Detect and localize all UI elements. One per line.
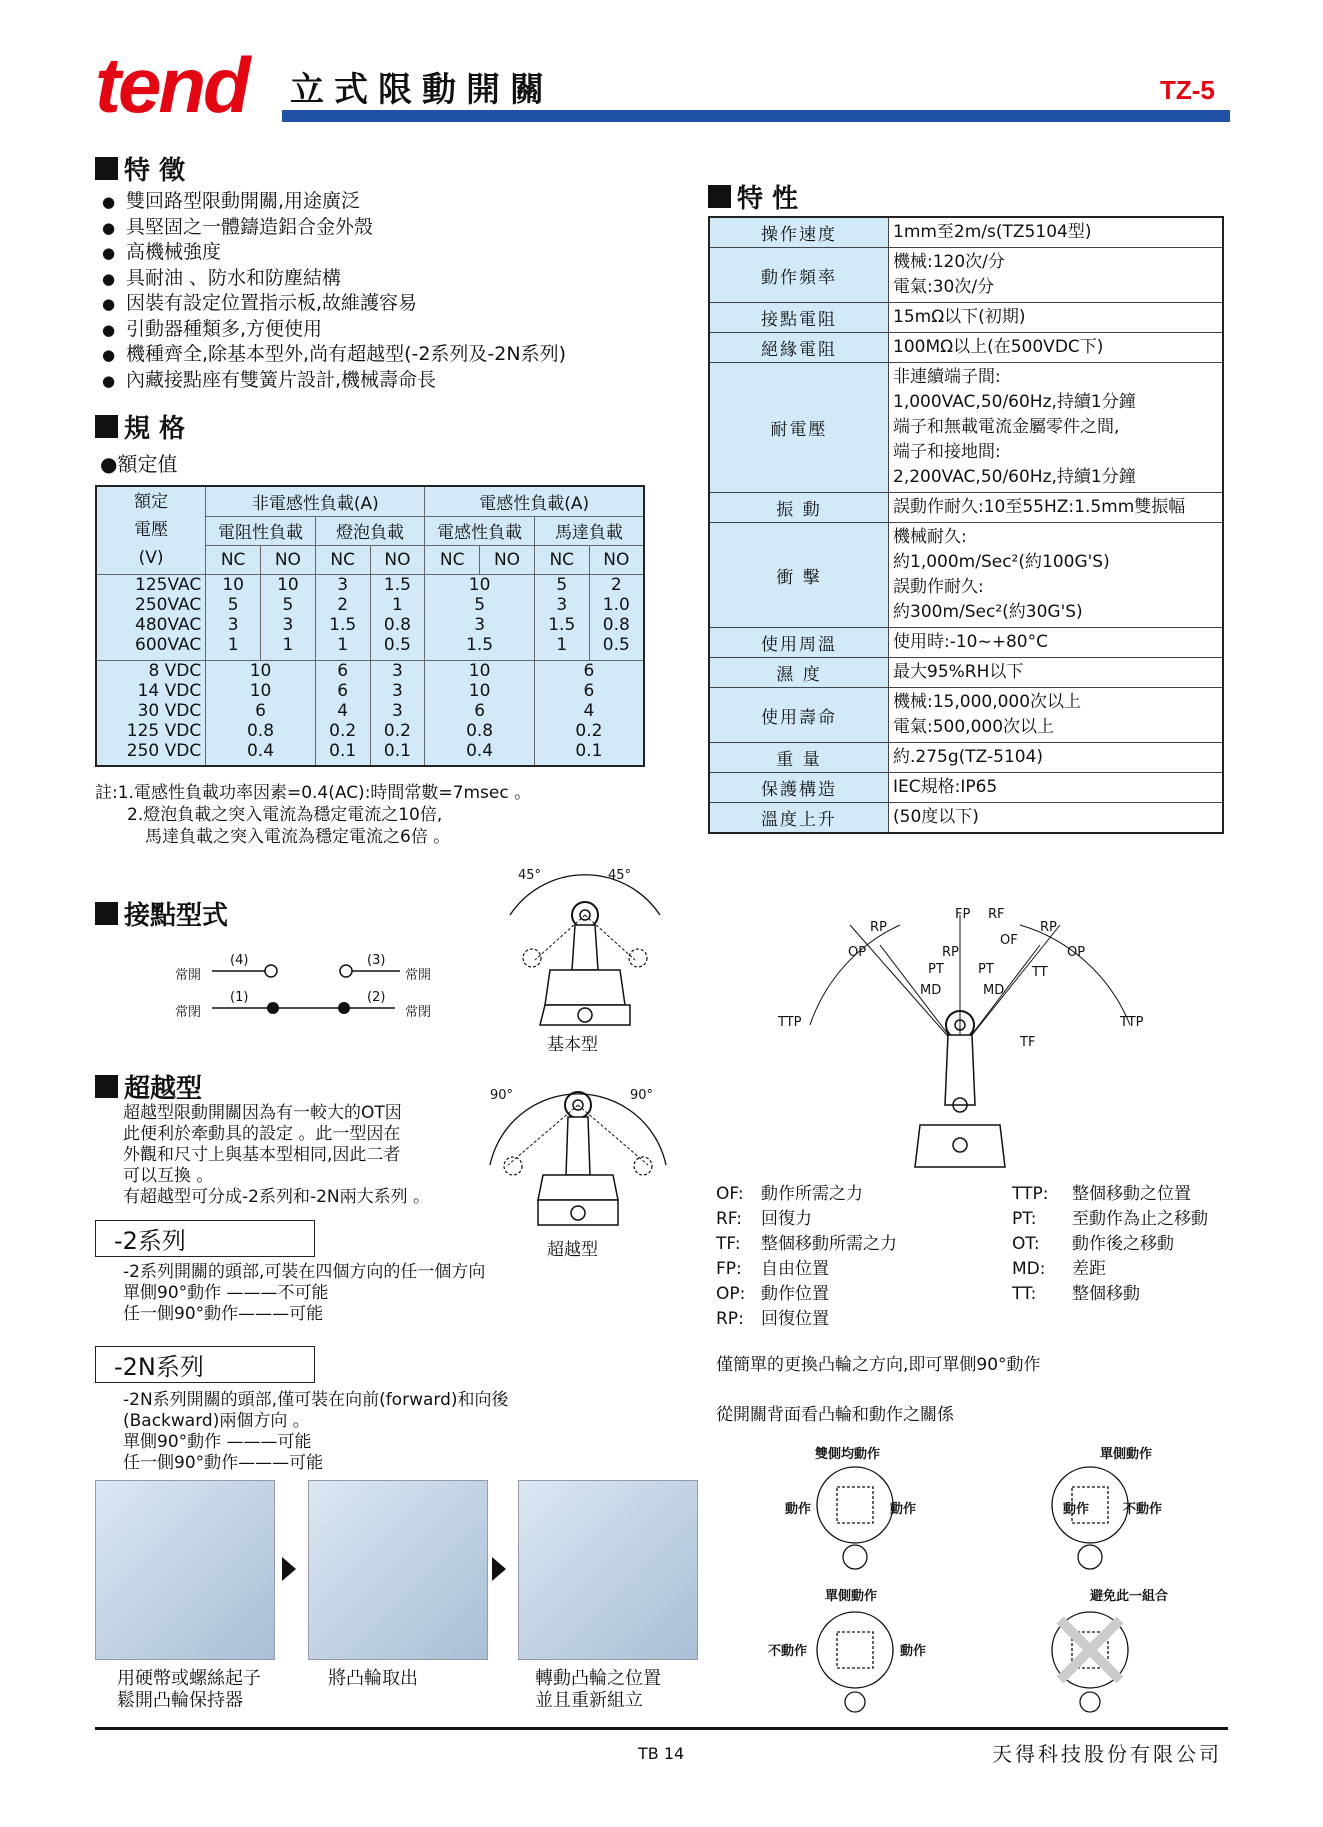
cam-note-1: 僅簡單的更換凸輪之方向,即可單側90°動作 <box>716 1355 1041 1375</box>
characteristic-key: 保護構造 <box>709 773 889 803</box>
label-of: OF <box>1000 933 1018 948</box>
cam-act-2: 動作 <box>890 1502 917 1517</box>
characteristic-value-line: 端子和無載電流金屬零件之間, <box>893 417 1120 437</box>
ac-motor-nc: 5 3 1.5 1 <box>534 574 589 660</box>
cam-act-4: 動作 <box>900 1644 927 1659</box>
characteristic-value-line: 1mm至2m/s(TZ5104型) <box>893 222 1092 242</box>
spec-subtitle: ●額定值 <box>100 452 178 476</box>
resistive-header: 電阻性負載 <box>206 516 316 545</box>
dc-inductive: 10 10 6 0.8 0.4 <box>425 660 535 766</box>
dc-voltages: 8 VDC 14 VDC 30 VDC 125 VDC 250 VDC <box>96 660 206 766</box>
characteristic-value-line: 誤動作耐久: <box>893 577 984 597</box>
ac-inductive: 10 5 3 1.5 <box>425 574 535 660</box>
terminal-1: (1) <box>230 990 249 1005</box>
voltage-header: 額定 電壓 (V) <box>96 486 206 574</box>
series-2-text: -2系列開關的頭部,可裝在四個方向的任一個方向 單側90°動作 ———不可能 任一側90°動作———可能 <box>123 1262 486 1324</box>
feature-item: ● 高機械強度 <box>102 240 566 266</box>
cam-act-1: 動作 <box>785 1502 812 1517</box>
legend-row <box>716 1232 897 1257</box>
inductive-load-header: 電感性負載 <box>425 516 535 545</box>
legend-desc: 自由位置 <box>761 1259 829 1279</box>
terminal-3: (3) <box>367 953 386 968</box>
characteristic-value-line: 2,200VAC,50/60Hz,持續1分鐘 <box>893 467 1136 487</box>
header-rule <box>282 110 1230 122</box>
characteristic-value-line: 1,000VAC,50/60Hz,持續1分鐘 <box>893 392 1136 412</box>
characteristic-value-line: 約300m/Sec²(約30G'S) <box>893 602 1083 622</box>
label-ttp-right: TTP <box>1120 1015 1144 1030</box>
no-header: NO <box>589 545 644 574</box>
characteristic-value-line: 誤動作耐久:10至55HZ:1.5mm雙振幅 <box>893 497 1186 517</box>
series-2-title: -2系列 <box>95 1220 315 1257</box>
characteristic-key: 濕 度 <box>709 658 889 688</box>
photo-loosen-cam <box>95 1480 275 1660</box>
ac-lamp-no: 1.5 1 0.8 0.5 <box>370 574 425 660</box>
characteristic-value-line: 約.275g(TZ-5104) <box>893 747 1044 767</box>
legend-row <box>1012 1232 1208 1257</box>
ac-lamp-nc: 3 2 1.5 1 <box>315 574 370 660</box>
label-md-left: MD <box>920 983 942 998</box>
features-heading: 特 徵 <box>95 150 185 187</box>
legend-row <box>1012 1282 1208 1307</box>
no-header: NO <box>480 545 535 574</box>
legend-row <box>1012 1182 1208 1207</box>
dc-resistive: 10 10 6 0.8 0.4 <box>206 660 316 766</box>
characteristic-row <box>709 743 1223 773</box>
characteristic-row <box>709 248 1223 303</box>
cam-note-2: 從開關背面看凸輪和動作之關係 <box>716 1405 954 1425</box>
characteristic-key: 絕緣電阻 <box>709 333 889 363</box>
ac-res-nc: 10 5 3 1 <box>206 574 261 660</box>
label-rp-left: RP <box>870 920 887 935</box>
characteristic-value-line: 15mΩ以下(初期) <box>893 307 1026 327</box>
spec-heading: 規 格 <box>95 408 185 445</box>
legend-row <box>716 1257 897 1282</box>
characteristics-heading: 特 性 <box>708 178 798 215</box>
characteristic-value-line: 機械:15,000,000次以上 <box>893 692 1082 712</box>
characteristic-key: 動作頻率 <box>709 248 889 303</box>
label-rp-right: RP <box>1040 920 1057 935</box>
characteristic-row <box>709 363 1223 493</box>
dc-lamp-nc: 6 6 4 0.2 0.1 <box>315 660 370 766</box>
noninductive-header: 非電感性負載(A) <box>206 486 425 516</box>
label-pt-left: PT <box>928 962 944 977</box>
characteristic-key: 操作速度 <box>709 217 889 248</box>
feature-item: ● 雙回路型限動開關,用途廣泛 <box>102 189 566 215</box>
basic-type-drawing <box>490 860 680 1030</box>
cam-noact-1: 不動作 <box>1123 1502 1163 1517</box>
legend-desc: 回復位置 <box>761 1309 829 1329</box>
legend-row <box>1012 1257 1208 1282</box>
legend-desc: 至動作為止之移動 <box>1072 1209 1208 1229</box>
legend-desc: 差距 <box>1072 1259 1106 1279</box>
characteristic-value-line: 電氣:500,000次以上 <box>893 717 1055 737</box>
legend-desc: 整個移動 <box>1072 1284 1140 1304</box>
characteristic-value <box>889 523 1224 628</box>
characteristic-key: 使用壽命 <box>709 688 889 743</box>
characteristic-value-line: (50度以下) <box>893 807 979 827</box>
label-md-right: MD <box>983 983 1005 998</box>
no-header: NO <box>370 545 425 574</box>
feature-item: ● 引動器種類多,方便使用 <box>102 317 566 343</box>
contact-heading: 接點型式 <box>95 895 228 932</box>
arrow-right-icon <box>492 1557 506 1581</box>
overtravel-heading: 超越型 <box>95 1068 202 1105</box>
legend-abbr: FP: <box>716 1259 742 1279</box>
legend-abbr: TT: <box>1012 1284 1037 1304</box>
legend-desc: 動作位置 <box>761 1284 829 1304</box>
label-no-right: 常開 <box>405 968 432 983</box>
cam-noact-2: 不動作 <box>768 1644 808 1659</box>
nc-header: NC <box>315 545 370 574</box>
characteristic-value-line: 使用時:-10~+80°C <box>893 632 1048 652</box>
cam-act-3: 動作 <box>1063 1502 1090 1517</box>
model-number: TZ-5 <box>1160 75 1215 105</box>
characteristic-value <box>889 363 1224 493</box>
characteristic-value <box>889 333 1224 363</box>
legend-abbr: OT: <box>1012 1234 1040 1254</box>
label-ttp-left: TTP <box>778 1015 802 1030</box>
cam-single-label-bottom: 單側動作 <box>825 1589 878 1604</box>
characteristic-value-line: 100MΩ以上(在500VDC下) <box>893 337 1104 357</box>
legend-row <box>716 1182 897 1207</box>
ac-motor-no: 2 1.0 0.8 0.5 <box>589 574 644 660</box>
dc-lamp-no: 3 3 3 0.2 0.1 <box>370 660 425 766</box>
ac-voltages: 125VAC 250VAC 480VAC 600VAC <box>96 574 206 660</box>
legend-desc: 動作後之移動 <box>1072 1234 1174 1254</box>
legend-abbr: PT: <box>1012 1209 1037 1229</box>
label-tf: TF <box>1020 1035 1036 1050</box>
characteristic-value-line: IEC規格:IP65 <box>893 777 998 797</box>
characteristic-value <box>889 688 1224 743</box>
angle-90-left: 90° <box>490 1088 514 1103</box>
travel-diagram <box>780 905 1160 1170</box>
feature-item: ● 具耐油 、防水和防塵結構 <box>102 266 566 292</box>
spec-note-1: 註:1.電感性負載功率因素=0.4(AC):時間常數=7msec 。 <box>95 783 532 803</box>
features-list <box>102 189 566 393</box>
legend-row <box>716 1307 897 1332</box>
lamp-header: 燈泡負載 <box>315 516 425 545</box>
legend-abbr: RF: <box>716 1209 742 1229</box>
legend-left <box>716 1182 897 1332</box>
label-op-left: OP <box>848 945 867 960</box>
overtravel-text: 超越型限動開關因為有一較大的OT因 此便利於牽動具的設定 。此一型因在 外觀和尺寸上與基本型相同,因此二者 可以互換 。 有超越型可分成-2系列和-2N兩大系列 。 <box>123 1103 431 1207</box>
characteristic-value-line: 端子和接地間: <box>893 442 1001 462</box>
characteristic-row <box>709 773 1223 803</box>
characteristic-row <box>709 333 1223 363</box>
characteristic-value <box>889 493 1224 523</box>
characteristic-key: 使用周溫 <box>709 628 889 658</box>
characteristic-key: 衝 擊 <box>709 523 889 628</box>
feature-item: ● 機種齊全,除基本型外,尚有超越型(-2系列及-2N系列) <box>102 342 566 368</box>
basic-type-caption: 基本型 <box>547 1035 598 1055</box>
characteristic-value-line: 機械耐久: <box>893 527 967 547</box>
dc-motor: 6 6 4 0.2 0.1 <box>534 660 644 766</box>
no-header: NO <box>261 545 316 574</box>
spec-note-2: 2.燈泡負載之突入電流為穩定電流之10倍, <box>127 805 443 825</box>
label-tt: TT <box>1032 965 1048 980</box>
characteristic-row <box>709 688 1223 743</box>
footer-rule <box>95 1727 1228 1730</box>
legend-abbr: TTP: <box>1012 1184 1049 1204</box>
characteristic-row <box>709 303 1223 333</box>
terminal-4: (4) <box>230 953 249 968</box>
characteristic-value <box>889 743 1224 773</box>
cam-single-label-top: 單側動作 <box>1100 1447 1153 1462</box>
legend-desc: 整個移動之位置 <box>1072 1184 1191 1204</box>
characteristic-key: 耐電壓 <box>709 363 889 493</box>
characteristic-key: 重 量 <box>709 743 889 773</box>
characteristic-value <box>889 658 1224 688</box>
characteristic-value <box>889 803 1224 834</box>
angle-label-left: 45° <box>518 868 542 883</box>
cam-avoid-label: 避免此一組合 <box>1090 1589 1169 1604</box>
label-op-right: OP <box>1067 945 1086 960</box>
feature-item: ● 內藏接點座有雙簧片設計,機械壽命長 <box>102 368 566 394</box>
angle-90-right: 90° <box>630 1088 654 1103</box>
characteristic-value-line: 約1,000m/Sec²(約100G'S) <box>893 552 1110 572</box>
terminal-2: (2) <box>367 990 386 1005</box>
characteristic-value <box>889 773 1224 803</box>
legend-abbr: TF: <box>716 1234 741 1254</box>
legend-desc: 回復力 <box>761 1209 812 1229</box>
nc-header: NC <box>206 545 261 574</box>
characteristic-value-line: 電氣:30次/分 <box>893 277 995 297</box>
photo-caption-1: 用硬幣或螺絲起子 鬆開凸輪保持器 <box>117 1668 261 1711</box>
characteristic-value <box>889 248 1224 303</box>
motor-header: 馬達負載 <box>534 516 644 545</box>
label-rp-center: RP <box>942 945 959 960</box>
legend-row <box>1012 1207 1208 1232</box>
overtravel-type-caption: 超越型 <box>547 1240 598 1260</box>
photo-remove-cam <box>308 1480 488 1660</box>
characteristic-key: 振 動 <box>709 493 889 523</box>
series-2n-text: -2N系列開關的頭部,僅可裝在向前(forward)和向後 (Backward)兩個方向 。 單側90°動作 ———可能 任一側90°動作———可能 <box>123 1390 509 1473</box>
label-no-left: 常開 <box>175 968 202 983</box>
characteristic-key: 接點電阻 <box>709 303 889 333</box>
legend-right <box>1012 1182 1208 1307</box>
cam-diagrams <box>770 1445 1170 1715</box>
page-number: TB 14 <box>638 1744 685 1763</box>
photo-rotate-cam <box>518 1480 698 1660</box>
inductive-header: 電感性負載(A) <box>425 486 644 516</box>
label-fp: FP <box>955 907 971 922</box>
characteristic-value-line: 機械:120次/分 <box>893 252 1005 272</box>
feature-item: ● 具堅固之一體鑄造鋁合金外殼 <box>102 215 566 241</box>
label-rf: RF <box>988 907 1005 922</box>
feature-item: ● 因裝有設定位置指示板,故維護容易 <box>102 291 566 317</box>
photo-caption-3: 轉動凸輪之位置 並且重新組立 <box>535 1668 661 1711</box>
series-2n-title: -2N系列 <box>95 1346 315 1383</box>
label-nc-right: 常閉 <box>405 1005 432 1020</box>
characteristic-value <box>889 628 1224 658</box>
characteristic-value-line: 非連續端子間: <box>893 367 1001 387</box>
legend-abbr: MD: <box>1012 1259 1046 1279</box>
brand-logo: tend <box>95 41 248 129</box>
characteristic-row <box>709 628 1223 658</box>
nc-header: NC <box>425 545 480 574</box>
characteristic-row <box>709 217 1223 248</box>
characteristic-key: 溫度上升 <box>709 803 889 834</box>
legend-abbr: RP: <box>716 1309 744 1329</box>
characteristic-row <box>709 523 1223 628</box>
spec-table <box>95 485 645 767</box>
photo-caption-2: 將凸輪取出 <box>328 1668 418 1689</box>
legend-row <box>716 1207 897 1232</box>
cam-both-label: 雙側均動作 <box>815 1447 881 1462</box>
characteristics-table <box>708 216 1224 834</box>
legend-abbr: OF: <box>716 1184 744 1204</box>
characteristic-row <box>709 658 1223 688</box>
characteristic-row <box>709 493 1223 523</box>
label-pt-right: PT <box>978 962 994 977</box>
characteristic-row <box>709 803 1223 834</box>
company-name: 天得科技股份有限公司 <box>992 1742 1222 1766</box>
legend-desc: 動作所需之力 <box>761 1184 863 1204</box>
angle-label-right: 45° <box>608 868 632 883</box>
label-nc-left: 常閉 <box>175 1005 202 1020</box>
characteristic-value <box>889 217 1224 248</box>
characteristic-value-line: 最大95%RH以下 <box>893 662 1024 682</box>
characteristic-value <box>889 303 1224 333</box>
ac-res-no: 10 5 3 1 <box>261 574 316 660</box>
legend-desc: 整個移動所需之力 <box>761 1234 897 1254</box>
arrow-right-icon <box>282 1557 296 1581</box>
spec-note-3: 馬達負載之突入電流為穩定電流之6倍 。 <box>145 827 451 847</box>
legend-abbr: OP: <box>716 1284 746 1304</box>
nc-header: NC <box>534 545 589 574</box>
page-title: 立式限動開關 <box>290 70 554 110</box>
legend-row <box>716 1282 897 1307</box>
